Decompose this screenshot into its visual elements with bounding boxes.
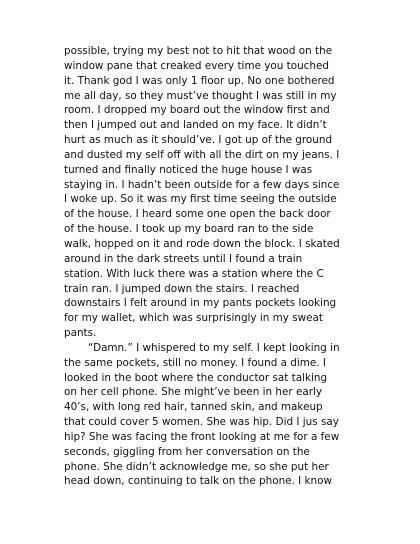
text-line: seconds, giggling from her conversation on the [64, 445, 310, 458]
text-line: turned and finally noticed the huge house I was [64, 163, 313, 176]
text-line: walk, hopped on it and rode down the block. I skated [64, 237, 340, 250]
text-line: I woke up. So it was my first time seeing the outside [64, 193, 337, 206]
text-line: 40’s, with long red hair, tanned skin, and makeup [64, 401, 323, 414]
text-line: possible, trying my best not to hit that wood on the [64, 45, 333, 57]
text-line: that could cover 5 women. She was hip. Did I jus say [64, 416, 339, 429]
text-line: around in the dark streets until I found a train [64, 252, 303, 265]
text-line: window pane that creaked every time you touched [64, 59, 329, 72]
text-line: me all day, so they must’ve thought I was still in my [64, 89, 337, 102]
text-line: train ran. I jumped down the stairs. I reached [64, 282, 300, 295]
text-line: then I jumped out and landed on my face. It didn’t [64, 119, 327, 132]
text-line: and dusted my self off with all the dirt on my jeans. I [64, 148, 340, 161]
text-line: the same pockets, still no money. I found a dime. I [64, 356, 326, 369]
text-line: phone. She didn’t acknowledge me, so she put her [64, 460, 329, 473]
text-line: of the house. I heard some one open the back door [64, 208, 331, 221]
story-text [64, 44, 376, 489]
text-line: pants. [64, 327, 97, 340]
text-line: station. With luck there was a station where the C [64, 267, 324, 280]
text-line: head down, continuing to talk on the phone. I know [64, 475, 332, 488]
text-line: room. I dropped my board out the window first and [64, 104, 330, 117]
text-line: it. Thank god I was only 1 floor up. No one bothered [64, 74, 335, 87]
text-line: hip? She was facing the front looking at me for a few [64, 430, 340, 443]
text-line: looked in the boot where the conductor sat talking [64, 371, 328, 384]
paragraph-start-line: “Damn.” I whispered to my self. I kept looking in [88, 341, 340, 354]
text-line: for my wallet, which was surprisingly in my sweat [64, 312, 323, 325]
text-line: hurt as much as it should’ve. I got up of the ground [64, 134, 333, 147]
text-line: on her cell phone. She might’ve been in her early [64, 386, 323, 399]
text-line: staying in. I hadn’t been outside for a few days since [64, 178, 340, 191]
text-line: of the house. I took up my board ran to the side [64, 223, 314, 236]
text-line: downstairs I felt around in my pants pockets looking [64, 297, 337, 310]
